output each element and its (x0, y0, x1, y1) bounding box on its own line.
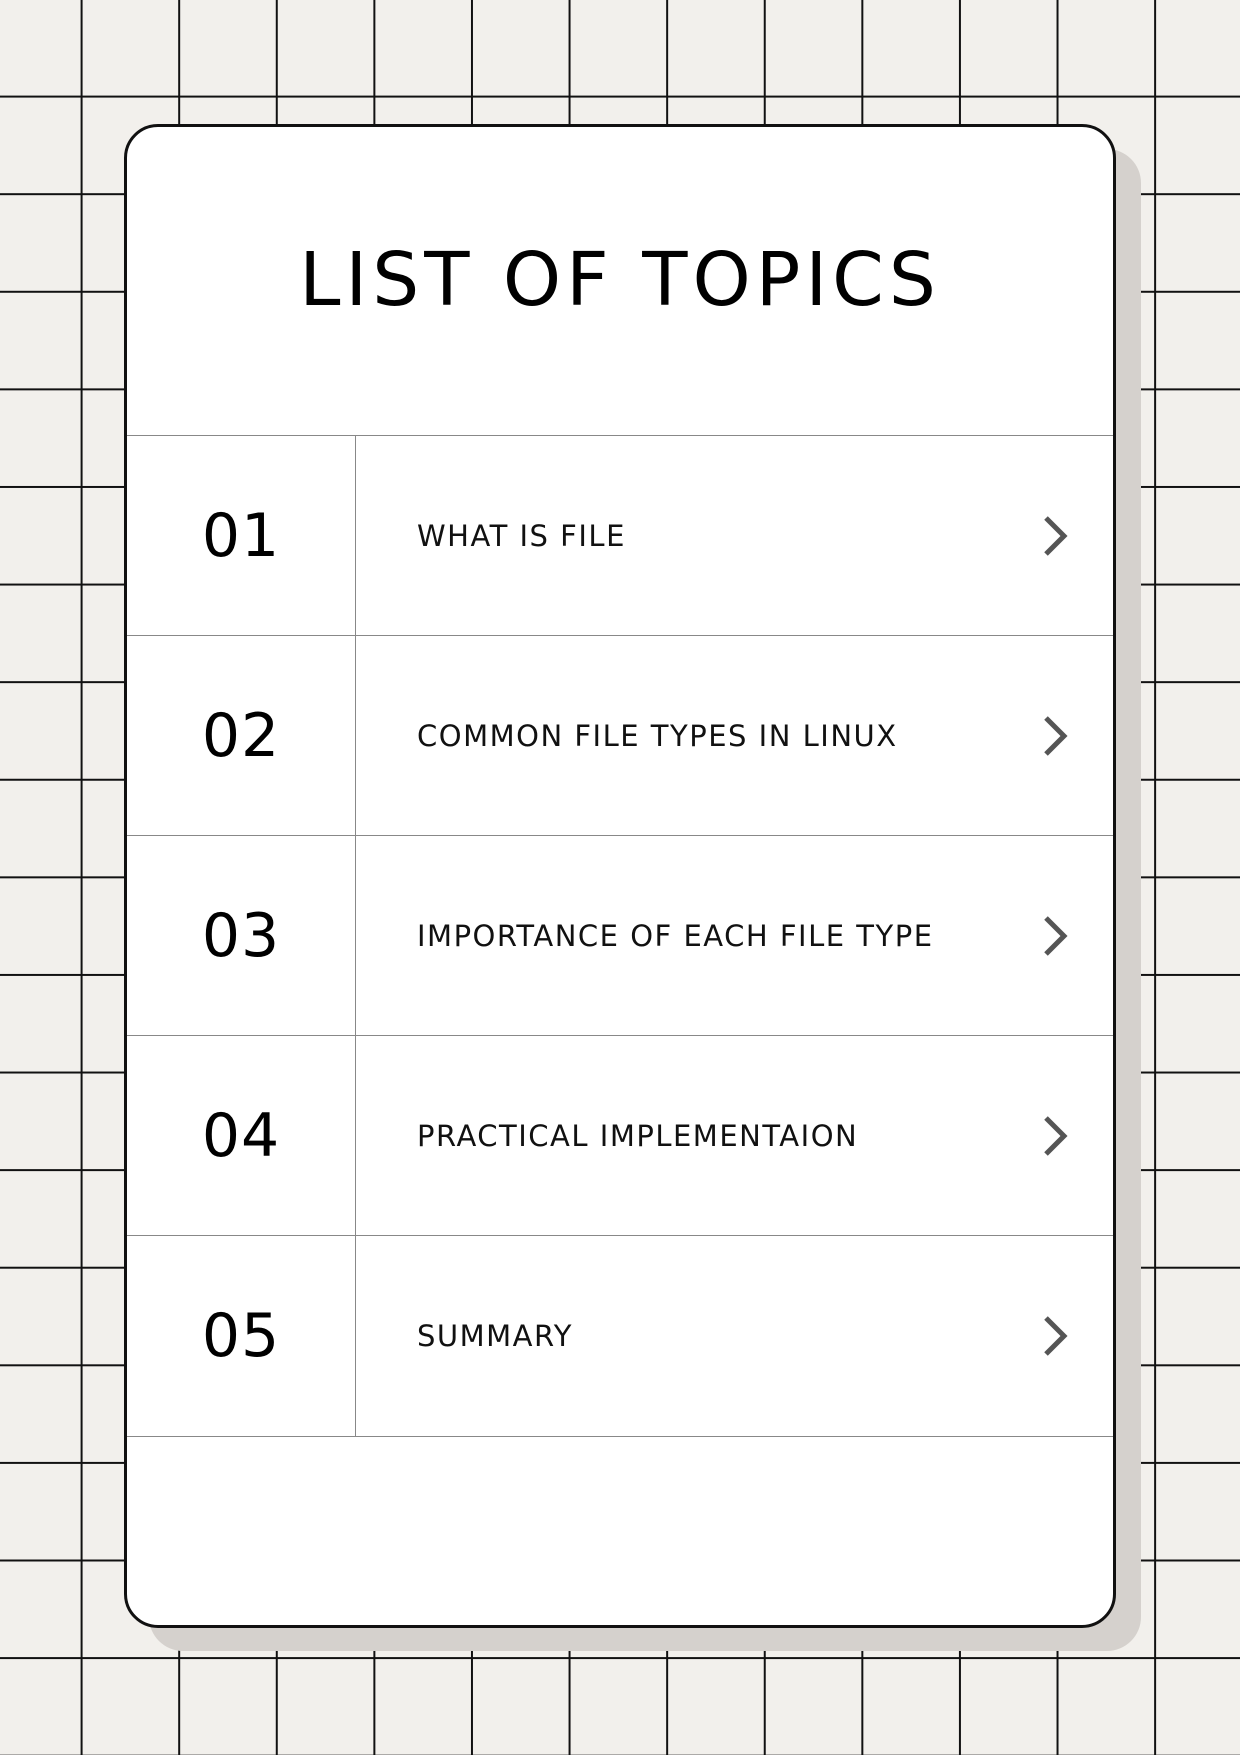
topic-label: COMMON FILE TYPES IN LINUX (417, 718, 898, 753)
topic-row-04[interactable] (127, 1035, 1113, 1235)
topic-label: PRACTICAL IMPLEMENTAION (417, 1118, 859, 1153)
topic-label: SUMMARY (417, 1318, 574, 1353)
chevron-right-icon[interactable] (1041, 714, 1069, 758)
chevron-right-icon[interactable] (1041, 1114, 1069, 1158)
topic-number: 05 (201, 1300, 281, 1371)
topics-table (127, 435, 1113, 1437)
topic-number: 02 (201, 700, 281, 771)
topic-number: 01 (201, 500, 281, 571)
topic-number-cell (127, 636, 356, 835)
topics-card (124, 124, 1116, 1628)
topic-label: IMPORTANCE OF EACH FILE TYPE (417, 918, 934, 953)
topic-label: WHAT IS FILE (417, 518, 626, 553)
topic-number-cell (127, 1036, 356, 1235)
topic-number: 04 (201, 1100, 281, 1171)
topic-number-cell (127, 436, 356, 635)
chevron-right-icon[interactable] (1041, 1314, 1069, 1358)
page-title: LIST OF TOPICS (299, 237, 941, 323)
topic-number-cell (127, 836, 356, 1035)
topic-number-cell (127, 1236, 356, 1436)
topic-number: 03 (201, 900, 281, 971)
topic-row-02[interactable] (127, 635, 1113, 835)
chevron-right-icon[interactable] (1041, 514, 1069, 558)
chevron-right-icon[interactable] (1041, 914, 1069, 958)
topic-row-01[interactable] (127, 435, 1113, 635)
topic-row-05[interactable] (127, 1235, 1113, 1437)
topic-row-03[interactable] (127, 835, 1113, 1035)
